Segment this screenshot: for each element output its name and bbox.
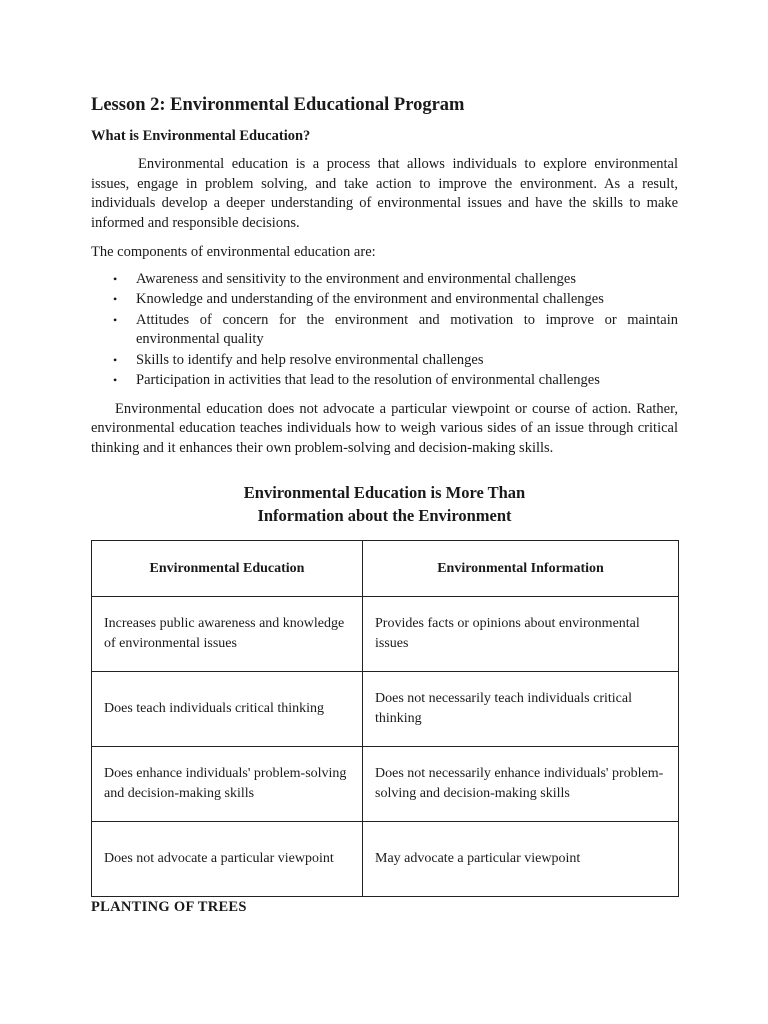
table-cell: Does teach individuals critical thinking	[92, 672, 363, 747]
column-header: Environmental Education	[92, 541, 363, 597]
list-item: • Skills to identify and help resolve environmental challenges	[91, 351, 678, 371]
table-cell: Does not advocate a particular viewpoint	[92, 822, 363, 897]
bullet-icon: •	[113, 373, 118, 387]
table-header-row	[92, 541, 679, 597]
table-title-line-1: Environmental Education is More Than	[243, 483, 526, 502]
table-row	[92, 597, 679, 672]
definition-paragraph: Environmental education is a process that allows individuals to explore environmental issues, engage in problem solving, and take action to improve the environment. As a result, individuals develop a deeper understanding of environmental issues and have the skills to make informed and responsible decisions.	[91, 156, 678, 231]
question-heading: What is Environmental Education?	[91, 128, 311, 144]
table-row	[92, 747, 679, 822]
table-cell: Does enhance individuals' problem-solving and decision-making skills	[92, 747, 363, 822]
list-item: • Attitudes of concern for the environment and motivation to improve or maintain environmental quality	[113, 311, 678, 347]
bullet-icon: •	[113, 352, 118, 367]
bullet-icon: •	[113, 271, 118, 286]
list-item: • Knowledge and understanding of the environment and environmental challenges	[91, 290, 678, 310]
list-item: • Participation in activities that lead to the resolution of environmental challenges	[91, 371, 678, 391]
list-item: • Awareness and sensitivity to the environment and environmental challenges	[91, 270, 678, 290]
table-cell: Increases public awareness and knowledge of environmental issues	[92, 597, 363, 672]
document-page	[91, 92, 678, 916]
components-intro: The components of environmental education are:	[91, 244, 376, 260]
comparison-table	[91, 540, 679, 897]
bullet-icon: •	[113, 292, 118, 306]
table-row	[92, 672, 679, 747]
lesson-title: Lesson 2: Environmental Educational Program	[91, 95, 465, 115]
bullet-icon: •	[113, 312, 118, 327]
next-section-heading: PLANTING OF TREES	[91, 899, 247, 915]
table-cell: Provides facts or opinions about environmental issues	[363, 597, 679, 672]
table-cell: May advocate a particular viewpoint	[363, 822, 679, 897]
table-title-line-2: Information about the Environment	[257, 506, 512, 525]
viewpoint-paragraph: Environmental education does not advocate a particular viewpoint or course of action. Rather, environmental education teaches individuals how to weigh various sides of an issue through critical thinking and it enhances their own problem-solving and decision-making skills.	[91, 400, 678, 456]
column-header: Environmental Information	[363, 541, 679, 597]
components-list	[91, 270, 678, 391]
table-title	[91, 481, 678, 527]
table-cell: Does not necessarily enhance individuals' problem-solving and decision-making skills	[363, 747, 679, 822]
table-cell: Does not necessarily teach individuals critical thinking	[363, 672, 679, 747]
table-row	[92, 822, 679, 897]
